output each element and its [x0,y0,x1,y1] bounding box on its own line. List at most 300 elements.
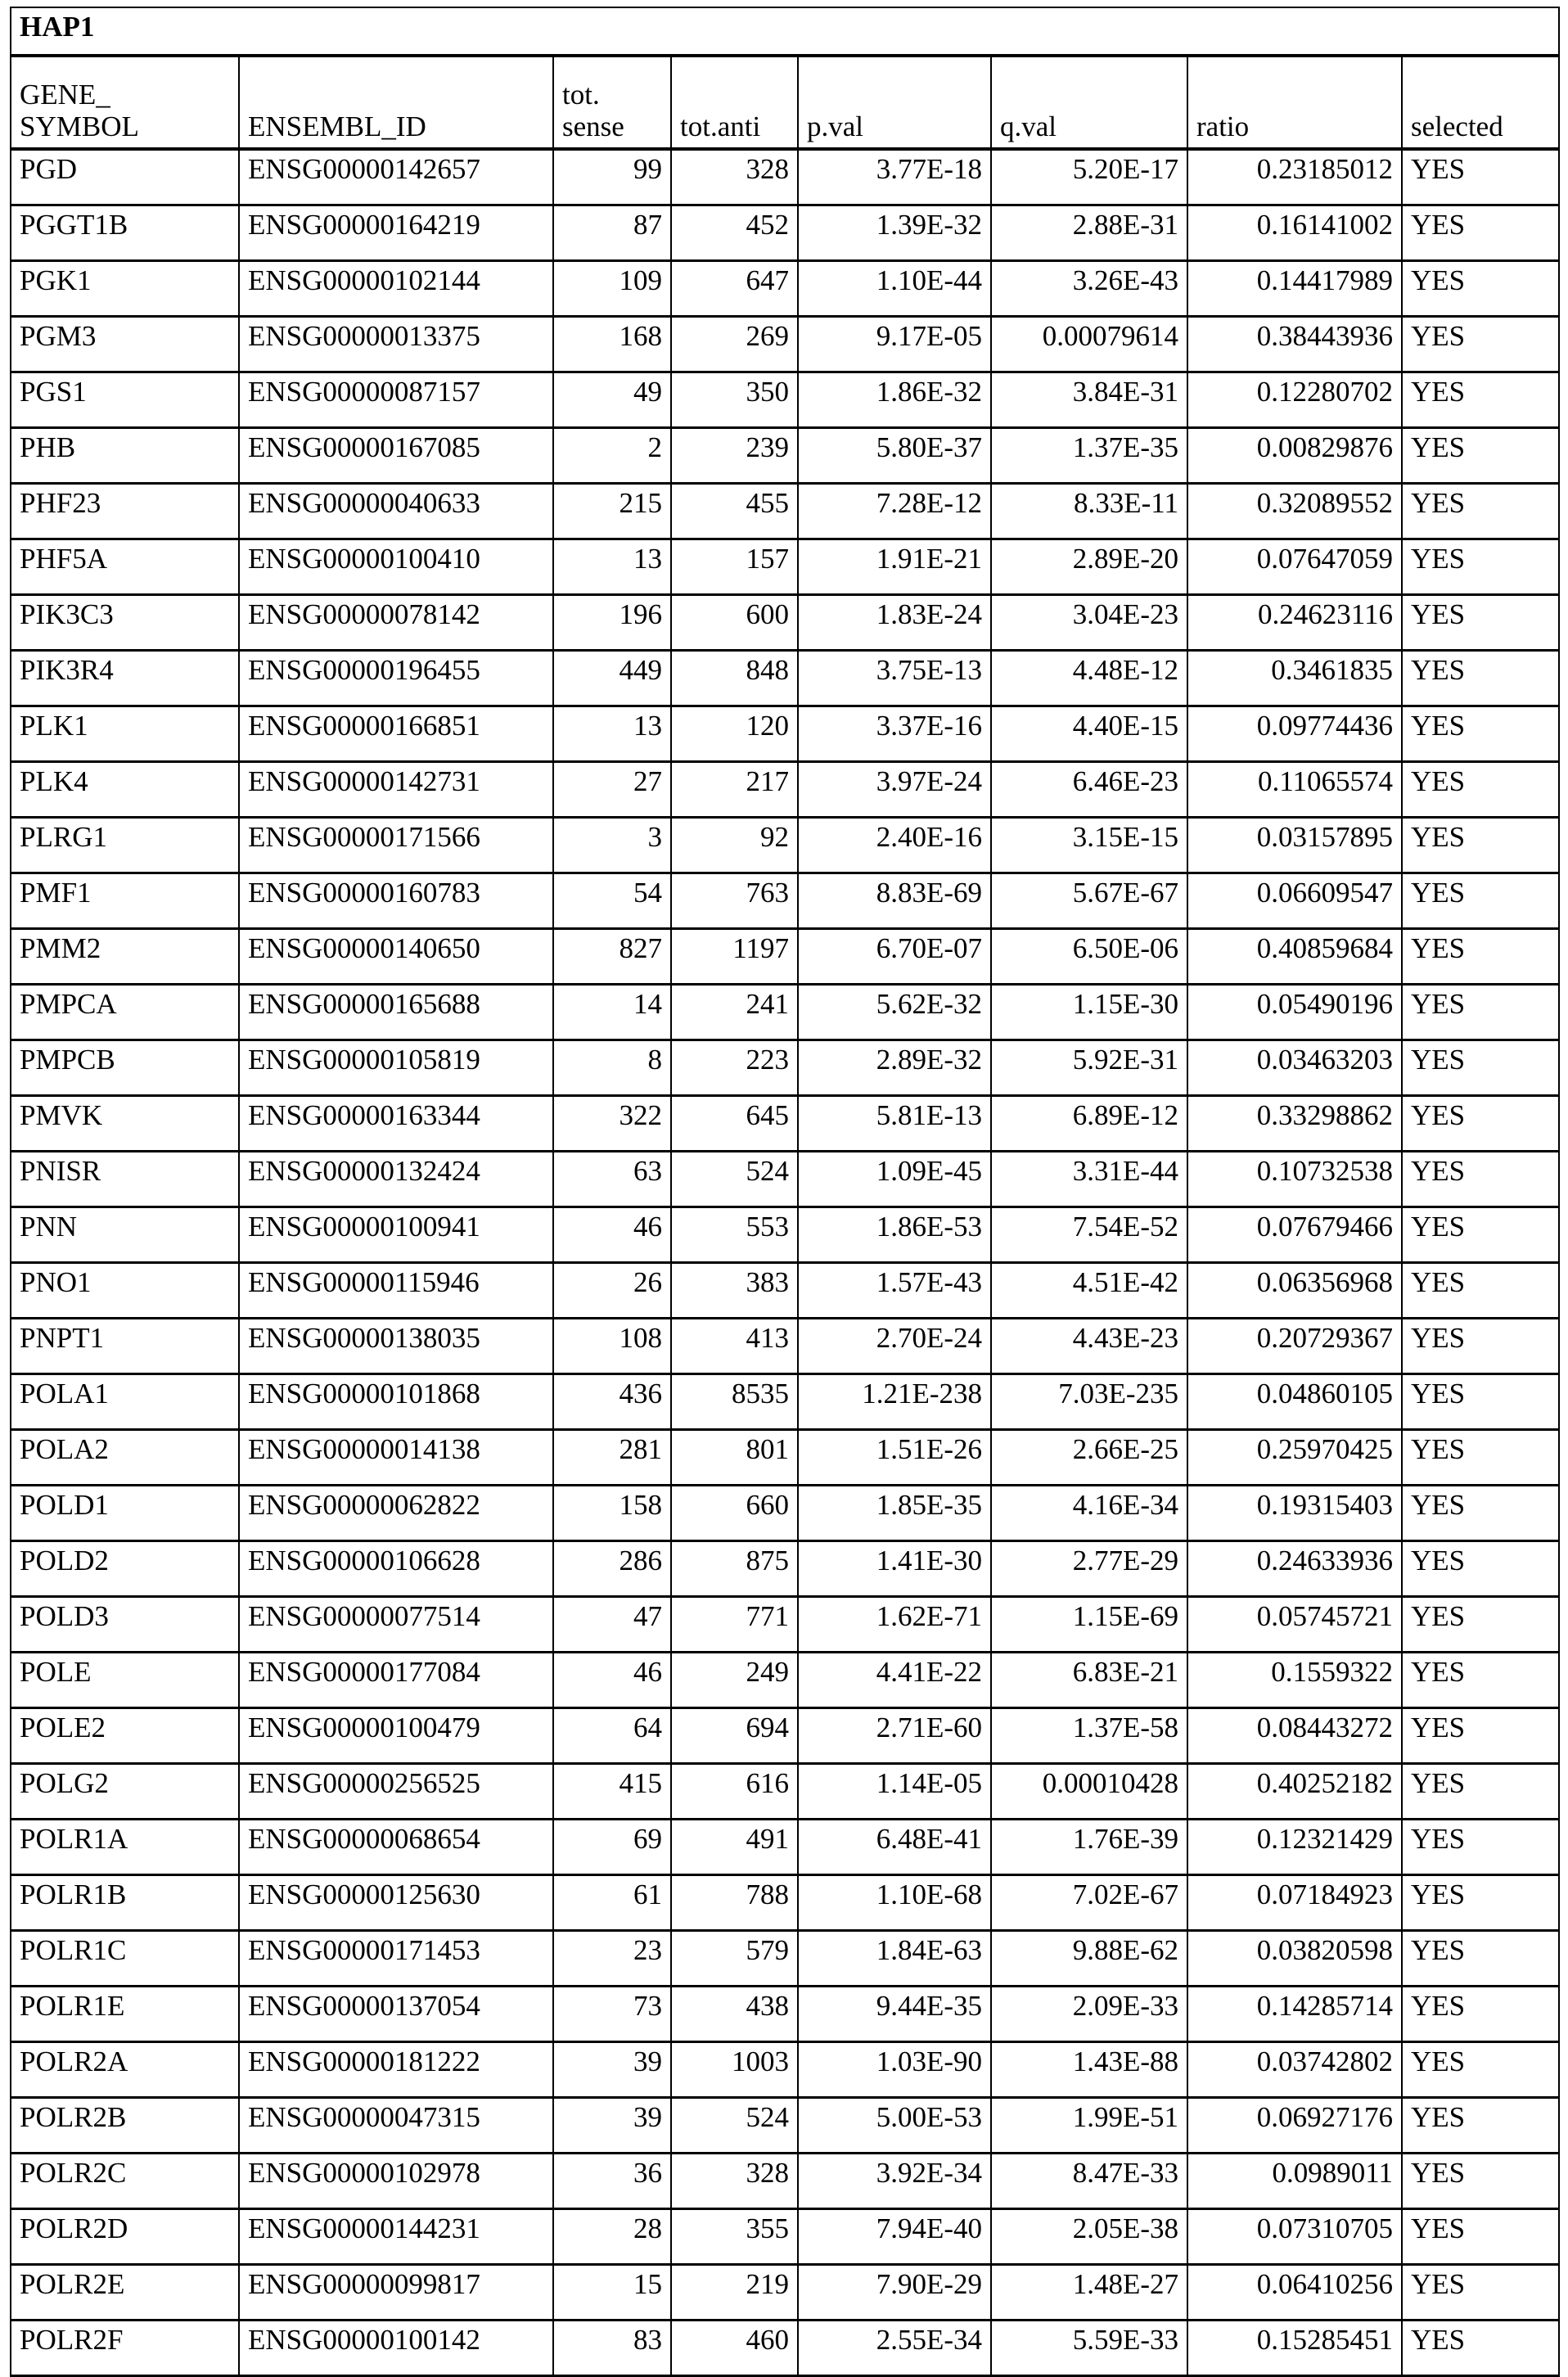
cell-p-val: 6.48E-41 [798,1820,991,1875]
cell-ratio: 0.00829876 [1187,428,1402,484]
cell-ensembl-id: ENSG00000171453 [239,1931,553,1987]
cell-p-val: 9.17E-05 [798,317,991,372]
cell-q-val: 4.43E-23 [991,1319,1187,1374]
cell-q-val: 8.47E-33 [991,2154,1187,2209]
table-row [11,149,1559,205]
cell-gene-symbol: PLRG1 [11,818,239,873]
table-row [11,1541,1559,1597]
table-row [11,1708,1559,1764]
cell-gene-symbol: POLD2 [11,1541,239,1597]
table-row [11,595,1559,651]
cell-tot-anti: 524 [671,2098,798,2154]
cell-gene-symbol: PGS1 [11,372,239,428]
cell-ratio: 0.04860105 [1187,1374,1402,1430]
table-row [11,1597,1559,1653]
cell-selected: YES [1402,2098,1559,2154]
cell-ensembl-id: ENSG00000181222 [239,2042,553,2098]
cell-gene-symbol: POLA2 [11,1430,239,1486]
cell-tot-sense: 2 [553,428,671,484]
cell-selected: YES [1402,706,1559,762]
cell-tot-sense: 13 [553,706,671,762]
cell-gene-symbol: POLR2A [11,2042,239,2098]
cell-ratio: 0.12280702 [1187,372,1402,428]
cell-gene-symbol: POLR1E [11,1987,239,2042]
cell-ensembl-id: ENSG00000077514 [239,1597,553,1653]
cell-ensembl-id: ENSG00000101868 [239,1374,553,1430]
cell-q-val: 3.26E-43 [991,261,1187,317]
cell-q-val: 3.15E-15 [991,818,1187,873]
cell-tot-anti: 771 [671,1597,798,1653]
column-header-tot-sense: tot. sense [553,56,671,149]
cell-ensembl-id: ENSG00000125630 [239,1875,553,1931]
table-row [11,985,1559,1040]
cell-ratio: 0.19315403 [1187,1486,1402,1541]
cell-gene-symbol: PIK3R4 [11,651,239,706]
table-row [11,1820,1559,1875]
cell-ratio: 0.23185012 [1187,149,1402,205]
cell-p-val: 3.37E-16 [798,706,991,762]
cell-ratio: 0.0989011 [1187,2154,1402,2209]
cell-tot-sense: 196 [553,595,671,651]
cell-gene-symbol: PNPT1 [11,1319,239,1374]
cell-selected: YES [1402,873,1559,929]
cell-q-val: 1.37E-35 [991,428,1187,484]
cell-ensembl-id: ENSG00000142731 [239,762,553,818]
cell-tot-anti: 223 [671,1040,798,1096]
cell-gene-symbol: POLA1 [11,1374,239,1430]
cell-selected: YES [1402,261,1559,317]
cell-tot-sense: 14 [553,985,671,1040]
cell-selected: YES [1402,1040,1559,1096]
cell-ratio: 0.16141002 [1187,205,1402,261]
cell-tot-sense: 108 [553,1319,671,1374]
cell-selected: YES [1402,1374,1559,1430]
column-header-gene-symbol: GENE_ SYMBOL [11,56,239,149]
cell-tot-anti: 413 [671,1319,798,1374]
cell-tot-sense: 63 [553,1152,671,1207]
cell-ratio: 0.03463203 [1187,1040,1402,1096]
table-row [11,205,1559,261]
cell-q-val: 4.48E-12 [991,651,1187,706]
cell-gene-symbol: PHF5A [11,539,239,595]
table-row [11,372,1559,428]
cell-gene-symbol: POLE2 [11,1708,239,1764]
cell-tot-sense: 28 [553,2209,671,2265]
cell-selected: YES [1402,1764,1559,1820]
cell-q-val: 1.48E-27 [991,2265,1187,2321]
cell-tot-sense: 827 [553,929,671,985]
cell-tot-anti: 788 [671,1875,798,1931]
cell-tot-anti: 801 [671,1430,798,1486]
cell-selected: YES [1402,1597,1559,1653]
cell-p-val: 1.86E-53 [798,1207,991,1263]
cell-tot-sense: 286 [553,1541,671,1597]
table-row [11,428,1559,484]
cell-ensembl-id: ENSG00000106628 [239,1541,553,1597]
cell-tot-sense: 36 [553,2154,671,2209]
cell-ratio: 0.03820598 [1187,1931,1402,1987]
cell-p-val: 1.83E-24 [798,595,991,651]
cell-tot-sense: 26 [553,1263,671,1319]
cell-tot-anti: 383 [671,1263,798,1319]
cell-ensembl-id: ENSG00000196455 [239,651,553,706]
cell-p-val: 5.80E-37 [798,428,991,484]
cell-gene-symbol: POLR2D [11,2209,239,2265]
cell-q-val: 4.16E-34 [991,1486,1187,1541]
cell-p-val: 8.83E-69 [798,873,991,929]
cell-q-val: 2.89E-20 [991,539,1187,595]
cell-ratio: 0.09774436 [1187,706,1402,762]
cell-tot-sense: 49 [553,372,671,428]
cell-selected: YES [1402,929,1559,985]
cell-tot-sense: 168 [553,317,671,372]
cell-ensembl-id: ENSG00000047315 [239,2098,553,2154]
cell-ratio: 0.07184923 [1187,1875,1402,1931]
gene-table [10,7,1560,2377]
cell-q-val: 1.37E-58 [991,1708,1187,1764]
cell-gene-symbol: PMM2 [11,929,239,985]
cell-q-val: 3.04E-23 [991,595,1187,651]
cell-q-val: 0.00010428 [991,1764,1187,1820]
cell-q-val: 6.50E-06 [991,929,1187,985]
cell-selected: YES [1402,1319,1559,1374]
cell-tot-anti: 579 [671,1931,798,1987]
cell-tot-anti: 848 [671,651,798,706]
cell-tot-anti: 600 [671,595,798,651]
cell-gene-symbol: PNISR [11,1152,239,1207]
table-title-row [11,7,1559,56]
cell-ensembl-id: ENSG00000014138 [239,1430,553,1486]
cell-ensembl-id: ENSG00000087157 [239,372,553,428]
cell-ensembl-id: ENSG00000140650 [239,929,553,985]
cell-selected: YES [1402,1987,1559,2042]
table-row [11,1931,1559,1987]
cell-ensembl-id: ENSG00000142657 [239,149,553,205]
cell-tot-sense: 73 [553,1987,671,2042]
cell-p-val: 3.75E-13 [798,651,991,706]
table-row [11,1374,1559,1430]
cell-p-val: 1.03E-90 [798,2042,991,2098]
table-row [11,2042,1559,2098]
cell-tot-anti: 239 [671,428,798,484]
cell-tot-sense: 8 [553,1040,671,1096]
cell-tot-sense: 39 [553,2042,671,2098]
cell-ratio: 0.1559322 [1187,1653,1402,1708]
cell-tot-anti: 217 [671,762,798,818]
cell-ratio: 0.06410256 [1187,2265,1402,2321]
cell-q-val: 7.03E-235 [991,1374,1187,1430]
cell-p-val: 1.10E-44 [798,261,991,317]
cell-tot-sense: 99 [553,149,671,205]
cell-ratio: 0.12321429 [1187,1820,1402,1875]
cell-ratio: 0.38443936 [1187,317,1402,372]
cell-ensembl-id: ENSG00000013375 [239,317,553,372]
cell-gene-symbol: POLR2B [11,2098,239,2154]
cell-ensembl-id: ENSG00000100941 [239,1207,553,1263]
cell-p-val: 7.90E-29 [798,2265,991,2321]
cell-ensembl-id: ENSG00000102144 [239,261,553,317]
cell-tot-anti: 694 [671,1708,798,1764]
cell-selected: YES [1402,205,1559,261]
cell-selected: YES [1402,1541,1559,1597]
cell-gene-symbol: PNN [11,1207,239,1263]
cell-gene-symbol: POLR2C [11,2154,239,2209]
cell-selected: YES [1402,1430,1559,1486]
cell-tot-anti: 438 [671,1987,798,2042]
cell-q-val: 5.20E-17 [991,149,1187,205]
cell-p-val: 2.55E-34 [798,2321,991,2376]
table-row [11,929,1559,985]
table-row [11,818,1559,873]
cell-tot-sense: 61 [553,1875,671,1931]
cell-q-val: 7.02E-67 [991,1875,1187,1931]
cell-p-val: 3.77E-18 [798,149,991,205]
cell-ensembl-id: ENSG00000062822 [239,1486,553,1541]
cell-gene-symbol: PMF1 [11,873,239,929]
cell-ensembl-id: ENSG00000132424 [239,1152,553,1207]
cell-ensembl-id: ENSG00000102978 [239,2154,553,2209]
cell-ratio: 0.05490196 [1187,985,1402,1040]
table-row [11,1319,1559,1374]
cell-selected: YES [1402,985,1559,1040]
cell-tot-anti: 455 [671,484,798,539]
cell-selected: YES [1402,1875,1559,1931]
cell-ensembl-id: ENSG00000099817 [239,2265,553,2321]
cell-gene-symbol: POLE [11,1653,239,1708]
cell-tot-anti: 8535 [671,1374,798,1430]
cell-q-val: 2.88E-31 [991,205,1187,261]
cell-tot-sense: 64 [553,1708,671,1764]
cell-p-val: 5.62E-32 [798,985,991,1040]
cell-gene-symbol: PLK1 [11,706,239,762]
cell-gene-symbol: PGD [11,149,239,205]
table-row [11,2321,1559,2376]
cell-tot-anti: 452 [671,205,798,261]
cell-p-val: 1.91E-21 [798,539,991,595]
cell-p-val: 1.86E-32 [798,372,991,428]
header-row [11,56,1559,149]
cell-gene-symbol: POLG2 [11,1764,239,1820]
cell-p-val: 5.81E-13 [798,1096,991,1152]
cell-tot-anti: 328 [671,2154,798,2209]
cell-q-val: 5.92E-31 [991,1040,1187,1096]
cell-q-val: 3.84E-31 [991,372,1187,428]
cell-selected: YES [1402,428,1559,484]
cell-tot-anti: 645 [671,1096,798,1152]
column-header-selected: selected [1402,56,1559,149]
cell-tot-sense: 415 [553,1764,671,1820]
cell-ratio: 0.14285714 [1187,1987,1402,2042]
cell-selected: YES [1402,2265,1559,2321]
cell-gene-symbol: PGK1 [11,261,239,317]
cell-p-val: 7.94E-40 [798,2209,991,2265]
cell-tot-anti: 763 [671,873,798,929]
cell-p-val: 9.44E-35 [798,1987,991,2042]
cell-q-val: 9.88E-62 [991,1931,1187,1987]
cell-p-val: 2.40E-16 [798,818,991,873]
cell-ratio: 0.32089552 [1187,484,1402,539]
cell-gene-symbol: PNO1 [11,1263,239,1319]
cell-selected: YES [1402,1096,1559,1152]
cell-tot-sense: 436 [553,1374,671,1430]
cell-ensembl-id: ENSG00000167085 [239,428,553,484]
cell-tot-sense: 109 [553,261,671,317]
cell-q-val: 7.54E-52 [991,1207,1187,1263]
cell-q-val: 4.51E-42 [991,1263,1187,1319]
cell-tot-anti: 120 [671,706,798,762]
cell-ratio: 0.03157895 [1187,818,1402,873]
cell-q-val: 4.40E-15 [991,706,1187,762]
cell-gene-symbol: PMPCA [11,985,239,1040]
cell-q-val: 0.00079614 [991,317,1187,372]
cell-tot-anti: 1003 [671,2042,798,2098]
cell-tot-sense: 39 [553,2098,671,2154]
cell-gene-symbol: POLR1C [11,1931,239,1987]
cell-tot-anti: 460 [671,2321,798,2376]
cell-q-val: 1.15E-30 [991,985,1187,1040]
cell-gene-symbol: PHB [11,428,239,484]
cell-gene-symbol: POLR2E [11,2265,239,2321]
table-row [11,1040,1559,1096]
cell-tot-sense: 13 [553,539,671,595]
column-header-p-val: p.val [798,56,991,149]
cell-gene-symbol: PGGT1B [11,205,239,261]
cell-q-val: 5.59E-33 [991,2321,1187,2376]
cell-q-val: 8.33E-11 [991,484,1187,539]
cell-tot-anti: 647 [671,261,798,317]
cell-ensembl-id: ENSG00000100410 [239,539,553,595]
table-row [11,1096,1559,1152]
table-row [11,1987,1559,2042]
cell-tot-anti: 553 [671,1207,798,1263]
cell-selected: YES [1402,1152,1559,1207]
cell-tot-anti: 875 [671,1541,798,1597]
cell-ensembl-id: ENSG00000040633 [239,484,553,539]
cell-gene-symbol: POLD1 [11,1486,239,1541]
cell-p-val: 7.28E-12 [798,484,991,539]
cell-gene-symbol: PMVK [11,1096,239,1152]
table-row [11,2154,1559,2209]
cell-q-val: 2.09E-33 [991,1987,1187,2042]
cell-ensembl-id: ENSG00000068654 [239,1820,553,1875]
cell-tot-anti: 269 [671,317,798,372]
cell-q-val: 5.67E-67 [991,873,1187,929]
cell-tot-sense: 87 [553,205,671,261]
cell-tot-sense: 158 [553,1486,671,1541]
cell-ratio: 0.15285451 [1187,2321,1402,2376]
cell-gene-symbol: POLR1A [11,1820,239,1875]
cell-ensembl-id: ENSG00000105819 [239,1040,553,1096]
cell-p-val: 5.00E-53 [798,2098,991,2154]
cell-p-val: 4.41E-22 [798,1653,991,1708]
cell-ratio: 0.03742802 [1187,2042,1402,2098]
cell-selected: YES [1402,1653,1559,1708]
cell-p-val: 1.51E-26 [798,1430,991,1486]
cell-ratio: 0.40859684 [1187,929,1402,985]
cell-ratio: 0.05745721 [1187,1597,1402,1653]
cell-gene-symbol: PHF23 [11,484,239,539]
cell-tot-anti: 616 [671,1764,798,1820]
cell-gene-symbol: POLR1B [11,1875,239,1931]
cell-selected: YES [1402,1931,1559,1987]
cell-ratio: 0.06927176 [1187,2098,1402,2154]
cell-ratio: 0.20729367 [1187,1319,1402,1374]
cell-ensembl-id: ENSG00000171566 [239,818,553,873]
cell-tot-sense: 47 [553,1597,671,1653]
cell-tot-anti: 328 [671,149,798,205]
cell-selected: YES [1402,1486,1559,1541]
cell-ensembl-id: ENSG00000100479 [239,1708,553,1764]
cell-ratio: 0.25970425 [1187,1430,1402,1486]
cell-ensembl-id: ENSG00000100142 [239,2321,553,2376]
cell-p-val: 2.89E-32 [798,1040,991,1096]
cell-q-val: 2.77E-29 [991,1541,1187,1597]
cell-gene-symbol: PIK3C3 [11,595,239,651]
cell-selected: YES [1402,149,1559,205]
cell-p-val: 1.62E-71 [798,1597,991,1653]
table-row [11,2209,1559,2265]
cell-selected: YES [1402,2154,1559,2209]
cell-ratio: 0.10732538 [1187,1152,1402,1207]
cell-ratio: 0.40252182 [1187,1764,1402,1820]
cell-ratio: 0.24623116 [1187,595,1402,651]
cell-selected: YES [1402,818,1559,873]
cell-tot-sense: 23 [553,1931,671,1987]
cell-ensembl-id: ENSG00000078142 [239,595,553,651]
cell-selected: YES [1402,2042,1559,2098]
cell-selected: YES [1402,372,1559,428]
cell-tot-sense: 46 [553,1653,671,1708]
table-row [11,484,1559,539]
cell-ensembl-id: ENSG00000163344 [239,1096,553,1152]
cell-ensembl-id: ENSG00000138035 [239,1319,553,1374]
cell-ratio: 0.24633936 [1187,1541,1402,1597]
cell-q-val: 6.89E-12 [991,1096,1187,1152]
table-row [11,1486,1559,1541]
cell-ensembl-id: ENSG00000160783 [239,873,553,929]
column-header-tot-anti: tot.anti [671,56,798,149]
cell-q-val: 6.83E-21 [991,1653,1187,1708]
cell-tot-anti: 219 [671,2265,798,2321]
cell-p-val: 1.09E-45 [798,1152,991,1207]
cell-selected: YES [1402,2209,1559,2265]
cell-q-val: 1.76E-39 [991,1820,1187,1875]
cell-ensembl-id: ENSG00000164219 [239,205,553,261]
cell-tot-anti: 92 [671,818,798,873]
table-row [11,1152,1559,1207]
cell-ratio: 0.07679466 [1187,1207,1402,1263]
cell-tot-anti: 350 [671,372,798,428]
cell-ratio: 0.06356968 [1187,1263,1402,1319]
cell-gene-symbol: POLR2F [11,2321,239,2376]
cell-p-val: 1.57E-43 [798,1263,991,1319]
cell-q-val: 6.46E-23 [991,762,1187,818]
cell-tot-anti: 355 [671,2209,798,2265]
table-row [11,762,1559,818]
cell-ratio: 0.08443272 [1187,1708,1402,1764]
cell-p-val: 1.21E-238 [798,1374,991,1430]
cell-p-val: 1.10E-68 [798,1875,991,1931]
cell-p-val: 1.39E-32 [798,205,991,261]
cell-ensembl-id: ENSG00000144231 [239,2209,553,2265]
cell-p-val: 2.71E-60 [798,1708,991,1764]
table-row [11,873,1559,929]
cell-tot-sense: 27 [553,762,671,818]
cell-p-val: 1.84E-63 [798,1931,991,1987]
cell-selected: YES [1402,651,1559,706]
table-row [11,1430,1559,1486]
table-title: HAP1 [11,7,1559,56]
